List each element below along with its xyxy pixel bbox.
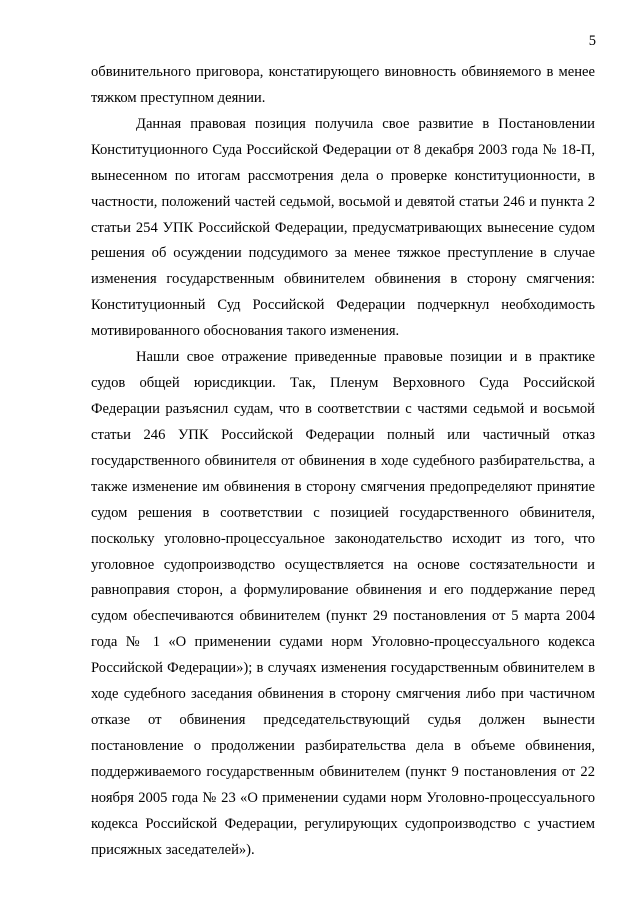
text-line: вынесенном по итогам рассмотрения дела о проверке конституционности, в	[91, 167, 595, 184]
text-line: частности, положений частей седьмой, восьмой и девятой статьи 246 и пункта 2	[91, 193, 595, 210]
text-line: уголовное судопроизводство осуществляется на основе состязательности и	[91, 556, 595, 573]
text-line: изменения государственным обвинителем обвинения в сторону смягчения:	[91, 271, 595, 288]
text-line: судов общей юрисдикции. Так, Пленум Верховного Суда Российской	[91, 375, 595, 392]
text-line: отказе от обвинения председательствующий судья должен вынести	[91, 712, 595, 729]
text-line: Конституционный Суд Российской Федерации подчеркнул необходимость	[91, 297, 595, 314]
paragraph-3	[91, 345, 595, 863]
text-line: кодекса Российской Федерации, регулирующих судопроизводство с участием	[91, 815, 595, 832]
page-number: 5	[588, 33, 596, 49]
text-line: Федерации разъяснил судам, что в соответствии с частями седьмой и восьмой	[91, 400, 595, 417]
text-line: статьи 246 УПК Российской Федерации полный или частичный отказ	[91, 426, 595, 443]
text-line: мотивированного обоснования такого изменения.	[91, 323, 400, 340]
text-line: государственного обвинителя от обвинения в ходе судебного разбирательства, а	[91, 452, 595, 469]
paragraph-1	[91, 60, 595, 112]
text-line: решения об осуждении подсудимого за менее тяжкое преступление в случае	[91, 245, 595, 262]
text-line: равноправия сторон, а формулирование обвинения и его поддержание перед	[91, 582, 595, 599]
text-line: поскольку уголовно-процессуальное законодательство исходит из того, что	[91, 530, 595, 547]
text-line: поддерживаемого государственным обвинителем (пункт 9 постановления от 22	[91, 763, 595, 780]
text-line: судом решения в соответствии с позицией государственного обвинителя,	[91, 504, 595, 521]
text-line: Нашли свое отражение приведенные правовые позиции и в практике	[136, 349, 595, 366]
text-line: Российской Федерации»); в случаях изменения государственным обвинителем в	[91, 660, 595, 677]
text-line: ноября 2005 года № 23 «О применении судами норм Уголовно-процессуального	[91, 789, 595, 806]
text-line: обвинительного приговора, констатирующего виновность обвиняемого в менее	[91, 64, 595, 80]
text-line: Данная правовая позиция получила свое развитие в Постановлении	[136, 115, 595, 132]
text-line: года № 1 «О применении судами норм Уголовно-процессуального кодекса	[91, 634, 595, 651]
text-line: тяжком преступном деянии.	[91, 89, 266, 106]
text-line: постановление о продолжении разбирательства дела в объеме обвинения,	[91, 737, 595, 754]
text-line: статьи 254 УПК Российской Федерации, предусматривающих вынесение судом	[91, 219, 595, 236]
document-body	[91, 60, 595, 864]
paragraph-2	[91, 112, 595, 345]
text-line: судом обеспечиваются обвинителем (пункт 29 постановления от 5 марта 2004	[91, 608, 595, 625]
text-line: ходе судебного заседания обвинения в сторону смягчения либо при частичном	[91, 686, 595, 703]
text-line: Конституционного Суда Российской Федерации от 8 декабря 2003 года № 18-П,	[91, 141, 595, 158]
text-line: присяжных заседателей»).	[91, 841, 255, 858]
text-line: также изменение им обвинения в сторону смягчения предопределяют принятие	[91, 478, 595, 495]
